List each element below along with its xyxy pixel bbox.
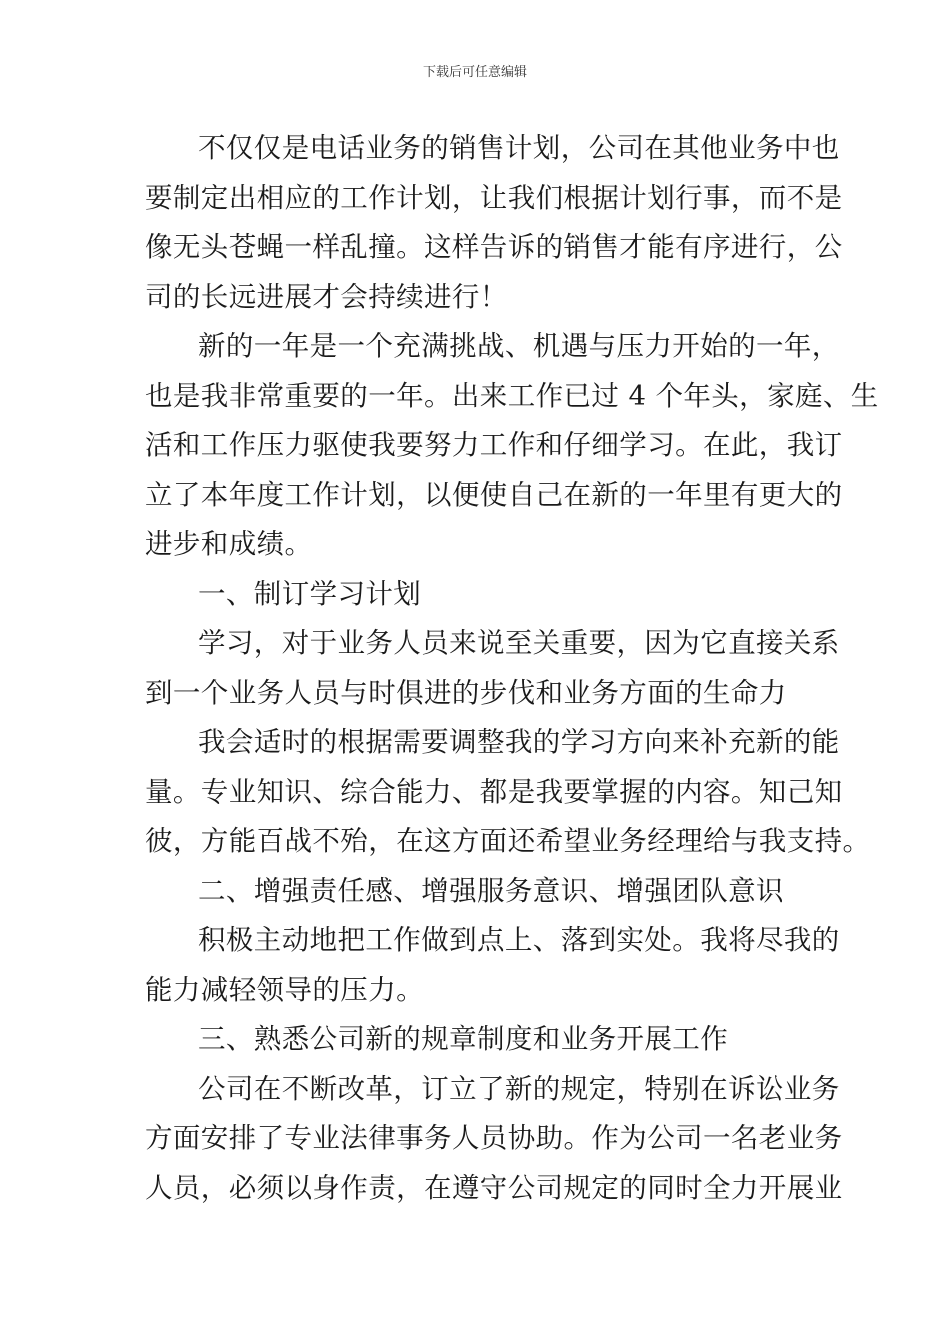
text-line: 能力减轻领导的压力。 [145, 973, 424, 1006]
text-line: 活和工作压力驱使我要努力工作和仔细学习。在此，我订 [145, 429, 843, 461]
text-line: 司的长远进展才会持续进行！ [145, 280, 508, 313]
text-line: 新的一年是一个充满挑战、机遇与压力开始的一年， [198, 330, 840, 362]
text-line: 彼，方能百战不殆，在这方面还希望业务经理给与我支持。 [145, 825, 871, 857]
section-heading: 二、增强责任感、增强服务意识、增强团队意识 [198, 874, 784, 907]
text-line: 学习，对于业务人员来说至关重要，因为它直接关系 [198, 627, 840, 659]
text-line: 公司在不断改革，订立了新的规定，特别在诉讼业务 [198, 1072, 840, 1105]
section-heading: 三、熟悉公司新的规章制度和业务开展工作 [198, 1023, 729, 1055]
text-line: 像无头苍蝇一样乱撞。这样告诉的销售才能有序进行，公 [145, 231, 843, 263]
text-line: 也是我非常重要的一年。出来工作已过 4 个年头，家庭、生 [145, 379, 879, 412]
text-line: 人员，必须以身作责，在遵守公司规定的同时全力开展业 [145, 1171, 843, 1204]
text-line: 积极主动地把工作做到点上、落到实处。我将尽我的 [198, 924, 840, 956]
text-line: 进步和成绩。 [145, 528, 313, 560]
text-line: 到一个业务人员与时俱进的步伐和业务方面的生命力 [145, 676, 787, 709]
document-body [145, 124, 879, 1213]
text-line: 方面安排了专业法律事务人员协助。作为公司一名老业务 [145, 1122, 843, 1154]
text-line: 量。专业知识、综合能力、都是我要掌握的内容。知己知 [145, 775, 843, 808]
text-line: 要制定出相应的工作计划，让我们根据计划行事，而不是 [145, 181, 843, 214]
text-line: 不仅仅是电话业务的销售计划，公司在其他业务中也 [198, 132, 840, 164]
page-header: 下载后可任意编辑 [422, 65, 527, 80]
section-heading: 一、制订学习计划 [198, 577, 422, 610]
text-line: 我会适时的根据需要调整我的学习方向来补充新的能 [198, 726, 840, 758]
text-line: 立了本年度工作计划，以便使自己在新的一年里有更大的 [145, 478, 843, 511]
